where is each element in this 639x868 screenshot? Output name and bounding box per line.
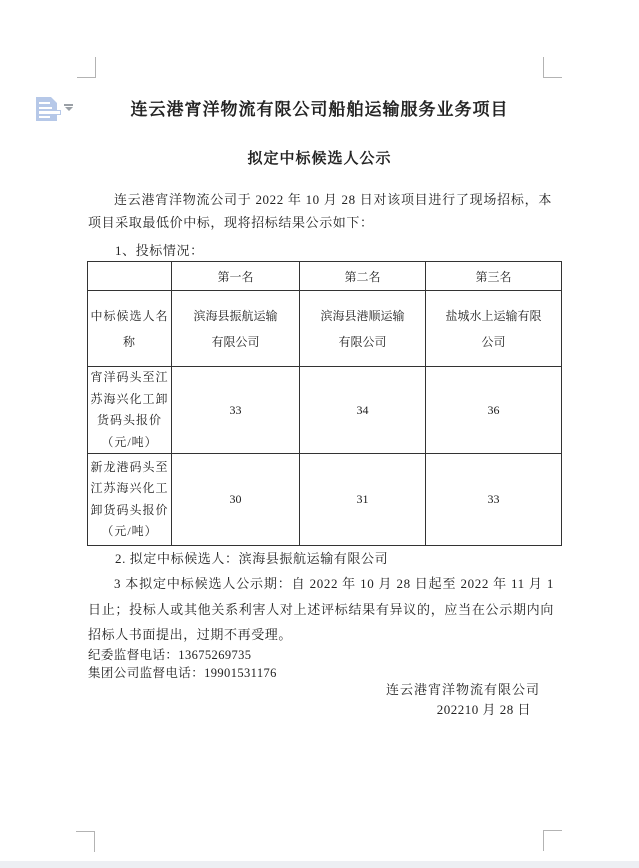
table-header-cell: 第二名 bbox=[300, 262, 426, 291]
row-label: 宵洋码头至江苏海兴化工卸货码头报价（元/吨） bbox=[88, 367, 172, 454]
document-subtitle: 拟定中标候选人公示 bbox=[247, 151, 392, 167]
table-cell: 盐城水上运输有限公司 bbox=[426, 291, 562, 367]
table-cell: 33 bbox=[172, 367, 300, 454]
signature-date: 202210 月 28 日 bbox=[436, 702, 531, 717]
margin-crop-mark-top-right bbox=[543, 57, 562, 78]
intro-paragraph: 连云港宵洋物流公司于 2022 年 10 月 28 日对该项目进行了现场招标，本项目采取最低价中标，现将招标结果公示如下： bbox=[88, 192, 552, 230]
table-header-cell bbox=[88, 262, 172, 291]
table-cell: 滨海县振航运输有限公司 bbox=[172, 291, 300, 367]
table-header-row bbox=[88, 262, 562, 291]
bid-results-table bbox=[87, 261, 562, 546]
margin-crop-mark-bottom-left bbox=[76, 831, 95, 852]
window-bottom-strip bbox=[0, 861, 639, 868]
table-cell: 31 bbox=[300, 454, 426, 546]
margin-crop-mark-top-left bbox=[77, 57, 96, 78]
margin-crop-mark-bottom-right bbox=[543, 830, 562, 851]
signature-block bbox=[300, 680, 540, 720]
table-row bbox=[88, 367, 562, 454]
table-row bbox=[88, 291, 562, 367]
table-header-cell: 第三名 bbox=[426, 262, 562, 291]
discipline-phone-line: 纪委监督电话：13675269735 bbox=[88, 648, 252, 662]
table-cell: 36 bbox=[426, 367, 562, 454]
table-cell: 34 bbox=[300, 367, 426, 454]
section2-text: 2. 拟定中标候选人：滨海县振航运输有限公司 bbox=[115, 551, 389, 566]
table-header-cell: 第一名 bbox=[172, 262, 300, 291]
table-cell: 30 bbox=[172, 454, 300, 546]
table-cell: 33 bbox=[426, 454, 562, 546]
table-cell: 滨海县港顺运输有限公司 bbox=[300, 291, 426, 367]
row-label: 新龙港码头至江苏海兴化工卸货码头报价（元/吨） bbox=[88, 454, 172, 546]
document-title: 连云港宵洋物流有限公司船舶运输服务业务项目 bbox=[130, 100, 509, 119]
section1-label: 1、投标情况： bbox=[115, 243, 204, 258]
table-row bbox=[88, 454, 562, 546]
row-label: 中标候选人名称 bbox=[88, 291, 172, 367]
group-phone-line: 集团公司监督电话：19901531176 bbox=[88, 666, 277, 680]
signature-company: 连云港宵洋物流有限公司 bbox=[385, 682, 540, 697]
section3-text: 3 本拟定中标候选人公示期：自 2022 年 10 月 28 日起至 2022 年 11 月 1 日止；投标人或其他关系利害人对上述评标结果有异议的，应当在公示期内向招标人书面提出，过期不再受理。 bbox=[88, 576, 554, 642]
